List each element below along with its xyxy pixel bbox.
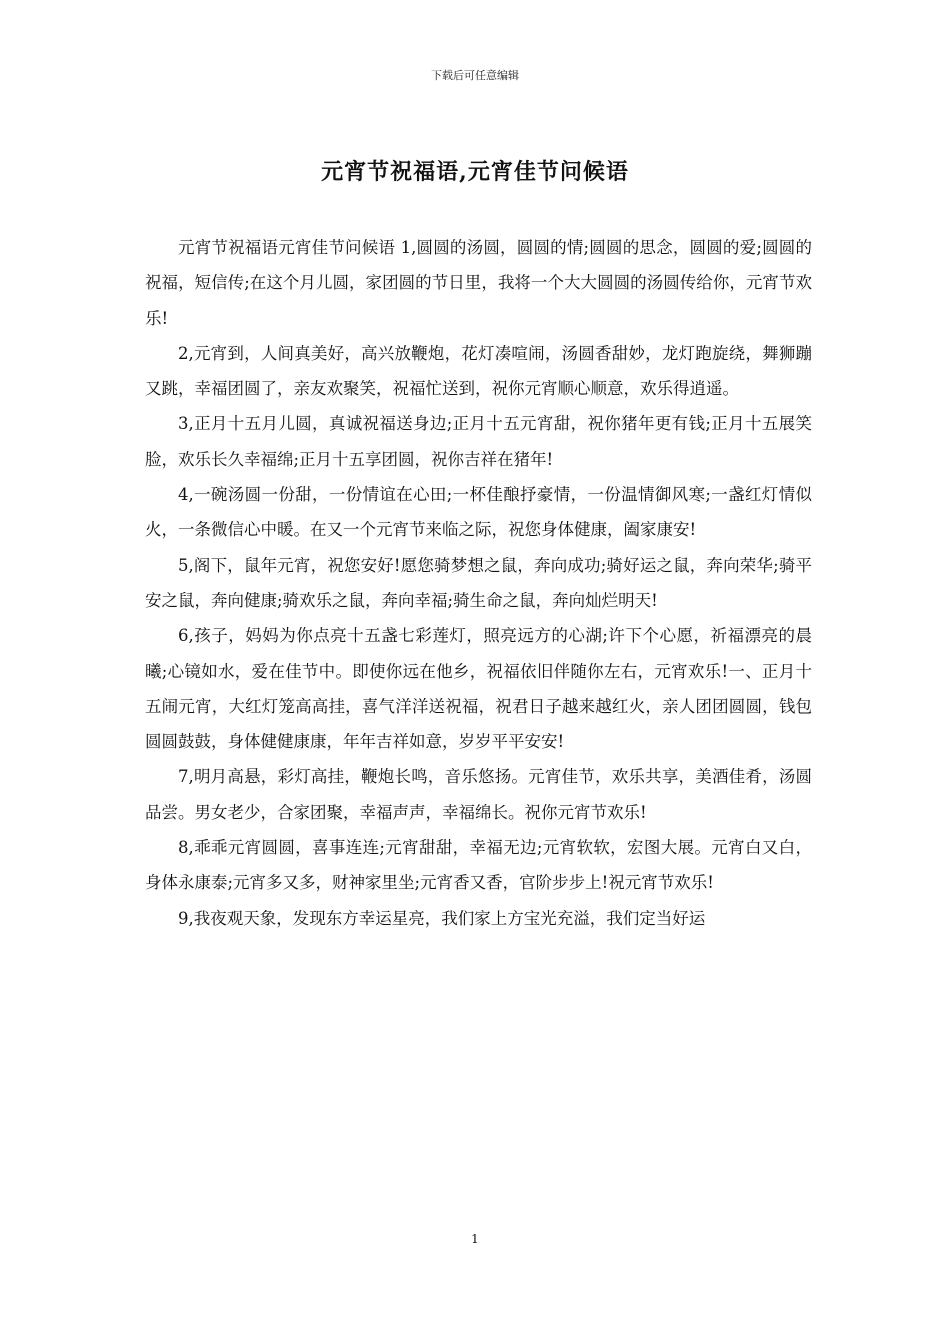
document-title: 元宵节祝福语,元宵佳节问候语	[321, 159, 629, 185]
document-body	[145, 230, 812, 936]
paragraph: 元宵节祝福语元宵佳节问候语 1,圆圆的汤圆，圆圆的情;圆圆的思念，圆圆的爱;圆圆的祝福，短信传;在这个月儿圆，家团圆的节日里，我将一个大大圆圆的汤圆传给你，元宵节欢乐!	[145, 238, 812, 328]
paragraph: 4,一碗汤圆一份甜，一份情谊在心田;一杯佳酿抒豪情，一份温情御风寒;一盏红灯情似火，一条微信心中暖。在又一个元宵节来临之际，祝您身体健康，阖家康安!	[145, 485, 812, 540]
paragraph: 5,阁下，鼠年元宵，祝您安好!愿您骑梦想之鼠，奔向成功;骑好运之鼠，奔向荣华;骑平安之鼠，奔向健康;骑欢乐之鼠，奔向幸福;骑生命之鼠，奔向灿烂明天!	[145, 555, 812, 610]
paragraph: 3,正月十五月儿圆，真诚祝福送身边;正月十五元宵甜，祝你猪年更有钱;正月十五展笑脸，欢乐长久幸福绵;正月十五享团圆，祝你吉祥在猪年!	[145, 414, 812, 469]
paragraph: 8,乖乖元宵圆圆，喜事连连;元宵甜甜，幸福无边;元宵软软，宏图大展。元宵白又白，身体永康泰;元宵多又多，财神家里坐;元宵香又香，官阶步步上!祝元宵节欢乐!	[145, 838, 812, 893]
paragraph: 7,明月高悬，彩灯高挂，鞭炮长鸣，音乐悠扬。元宵佳节，欢乐共享，美酒佳肴，汤圆品尝。男女老少，合家团聚，幸福声声，幸福绵长。祝你元宵节欢乐!	[145, 767, 812, 822]
header-note: 下载后可任意编辑	[431, 69, 519, 82]
paragraph: 9,我夜观天象，发现东方幸运星亮，我们家上方宝光充溢，我们定当好运	[178, 908, 706, 928]
paragraph: 2,元宵到，人间真美好，高兴放鞭炮，花灯凑喧闹，汤圆香甜妙，龙灯跑旋绕，舞狮蹦又跳，幸福团圆了，亲友欢聚笑，祝福忙送到，祝你元宵顺心顺意，欢乐得逍遥。	[145, 343, 812, 399]
paragraph: 6,孩子，妈妈为你点亮十五盏七彩莲灯，照亮远方的心湖;许下个心愿，祈福漂亮的晨曦;心镜如水，爱在佳节中。即使你远在他乡，祝福依旧伴随你左右，元宵欢乐!一、正月十五闹元宵，大红灯笼高高挂，喜气洋洋送祝福，祝君日子越来越红火，亲人团团圆圆，钱包圆圆鼓鼓，身体健健康康，年年吉祥如意，岁岁平平安安!	[145, 626, 812, 752]
page-number: 1	[471, 1232, 479, 1246]
